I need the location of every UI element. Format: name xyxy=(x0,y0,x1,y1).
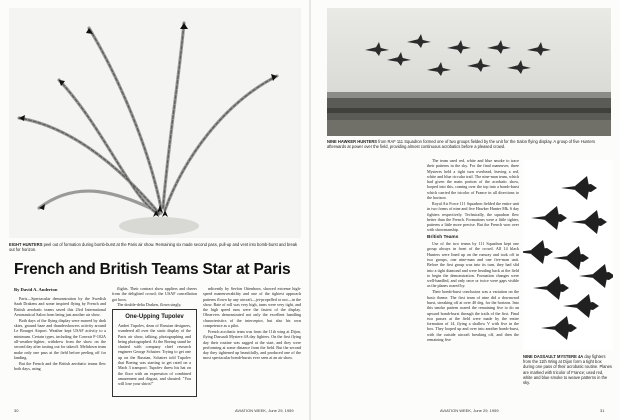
hunters-bombburst-photo xyxy=(9,8,301,238)
caption-lead: EIGHT HUNTERS xyxy=(9,242,43,247)
paragraph: French acrobatic team was from the 11th wing at Dijon, flying Dassault Mystere 4A day fighters. On the first flying day their routine was sagged at the start, and they were performing at some distance from the field. But the second day they tightened up beautifully, and produced one of the most spectacular bomb-bursts ever seen at an air show. xyxy=(203,328,301,361)
caption-lead: NINE DASSAULT MYSTERE 4A xyxy=(523,354,584,359)
paragraph: Use of the two teams by 111 Squadron kept one group always in front of the crowd. All 14 black Hunters were lined up on the runway and took off in two groups, one nine-man and one five-man unit. Before the first group was into its turn, they had slid into a tight diamond and were heading back at the field to begin the demonstration. Formation changes were well-handled, and only once or twice were gaps visible as the planes roared by. xyxy=(427,241,519,289)
article-headline: French and British Teams Star at Paris xyxy=(14,261,291,278)
right-top-caption xyxy=(327,139,611,149)
byline: By David A. Anderton xyxy=(14,287,58,292)
paragraph: But the French and the British aerobatic teams flew both days, using xyxy=(14,360,106,372)
sidebar-text: Andrei Tupolev, dean of Russian designers, wandered all over the static display of the Paris air show, talking, photographing and being photographed. At the Boeing stand he chatted with company chief research engineer George Schairer. Trying to get one up on the Russian, Schairer told Tupolev that Boeing was starting to get rated on a Mach 3 transport. Tupolev threw his hat on the floor with an expression of combined amazement and disgust, and shouted: "You will lose your shirts!" xyxy=(118,323,191,387)
paragraph: Both days of the flying display were marred by dark skies, ground haze and thundershowers activity around Le Bourget Airport. Weather kept USAF activity to a minimum. Certain types, including the Convair F-102A all-weather-fighter, withdrew from the show on the second day after taxiing out for takeoff. Meltdown team make only one pass at the field before peeling off for landing. xyxy=(14,317,106,360)
caption-text: from RAF 111 Squadron formed one of two groups fielded by the unit for the Salon flying display. A group of five Hunters afterwards at power over the field, providing almost continuous acrobatics before a pleased crowd. xyxy=(327,139,596,150)
subhead-british-teams: British Teams xyxy=(427,234,459,240)
caption-text: peel out of formation during bomb-burst at the Paris air show. Remaining six made second pass, pull-up and vent into bomb-burst and break out for horizon. xyxy=(9,242,298,253)
left-photo-caption xyxy=(9,242,301,252)
right-column-1 xyxy=(427,158,519,404)
left-column-3 xyxy=(203,286,301,404)
left-column-2 xyxy=(112,286,197,308)
right-page-number: 31 xyxy=(600,408,605,413)
right-folio-magazine: AVIATION WEEK, June 29, 1959 xyxy=(440,408,499,413)
hawker-hunters-photo xyxy=(327,8,611,136)
paragraph: The team used red, white and blue smoke to trace their patterns in the sky. For the final maneuver, three Mysteres held a tight turn overhead, leaving a red, white and blue circular trail. The nine-man team, which had given the main portion of the acrobatic show, looped into this, coming over the top into a bomb-burst which carried the tricolor of France in all directions to the horizon. xyxy=(427,158,519,201)
paragraph: Their bomb-burst conclusion was a variation on the basic theme. The first team of nine did a downward burst, streaking off at over 40 deg. for the horizon. Into this smoke pattern roared the remaining five to do an upward bomb-burst through the trails of the first. Final two passes at the field were made by the entire formation of 14, flying a shallow V with five in the box. They looped up and over into another bomb-burst, with the outside aircraft breaking off, and then the remaining five xyxy=(427,289,519,342)
caption-lead: NINE HAWKER HUNTERS xyxy=(327,139,378,144)
sidebar-box xyxy=(112,309,197,397)
gutter xyxy=(309,0,311,420)
paragraph: The double-delta Draken, flown singly, xyxy=(117,302,182,308)
left-page-number: 30 xyxy=(14,408,19,413)
left-column-1 xyxy=(14,296,106,404)
paragraph: Royal Air Force 111 Squadron fielded the entire unit in two forms of nine and five Hawker Hunter Mk. 6 day fighters respectively. Technically, the squadron flew better than the French. Formations were a little tighter, patterns a little more precise. But the French won over with showmanship. xyxy=(427,200,519,233)
right-bottom-caption xyxy=(523,354,613,404)
left-folio-magazine: AVIATION WEEK, June 29, 1959 xyxy=(235,408,294,413)
paragraph: ndicently by Sevfon Ottenborn, showed extreme high-speed maneuverability and one of the tightest approach patterns flown by any aircraft—jet-propelled or not—in the show. Rate of roll was very high, turns were very tight, and the high speed runs were the fastest of the display. Observers demonstrated not only the excellent handling characteristics of the interceptor, but also his own competence as a pilot. xyxy=(203,286,301,329)
paragraph: Paris—Spectacular demonstration by the Swedish Saab Drakens and some inspired flying by French and British aerobatic teams saved this 23rd International Aeronautical Salon from being just another air show. xyxy=(14,296,106,317)
sidebar-title: One-Upping Tupolev xyxy=(125,314,184,320)
caption-text: day fighters from the 11th Wing at Dijon form a tight box during one pass of their acrobatic routine. Planes are marked with tricolor of France; used red, white and blue smoke to weave patterns in the sky. xyxy=(523,354,612,386)
paragraph: flights. Their contract show appliers and cheers from the delighted crowd; the USAF cancellation got boos. xyxy=(112,286,197,302)
mystere-formation-photo xyxy=(523,160,613,350)
